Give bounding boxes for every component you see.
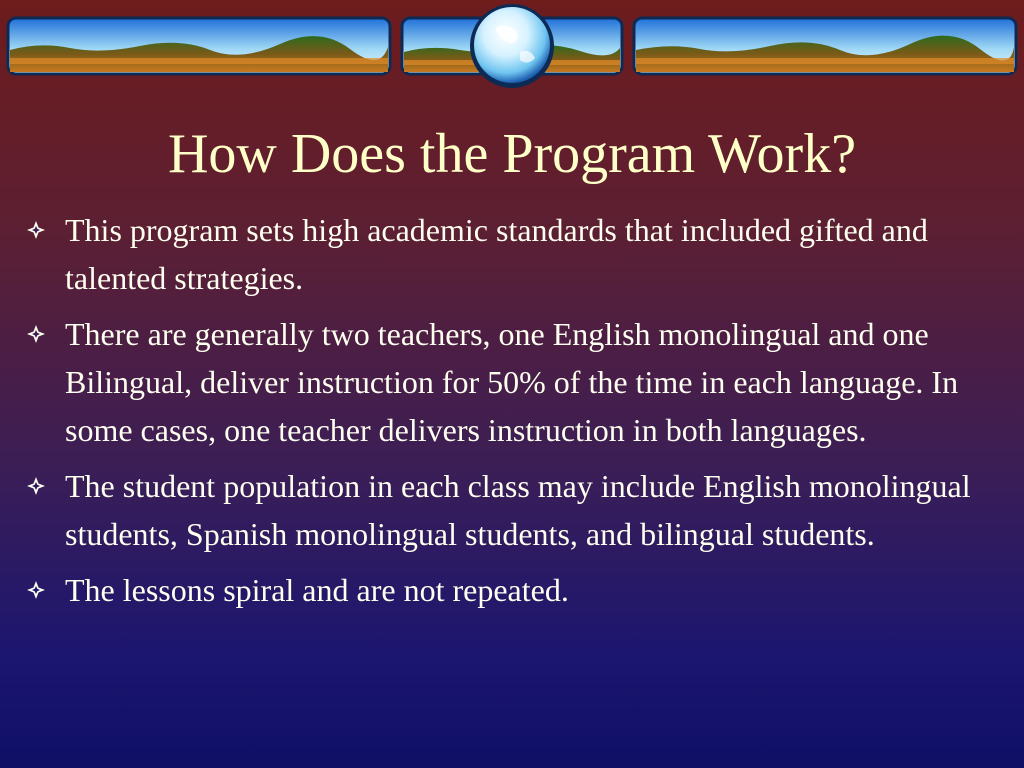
landscape-panel-right [634,18,1016,74]
bullet-text: The lessons spiral and are not repeated. [65,572,569,608]
four-petal-diamond-icon [26,476,46,496]
bullet-text: The student population in each class may include English monolingual students, Spanish monolingual students, and bilingual students. [65,468,971,552]
landscape-panel-left [8,18,390,74]
bullet-item [24,310,1004,454]
bullet-text: This program sets high academic standards that included gifted and talented strategies. [65,212,928,296]
slide-title: How Does the Program Work? [167,123,857,185]
bullet-item [24,462,1004,558]
four-petal-diamond-icon [26,220,46,240]
bullet-list [24,206,1004,622]
bullet-item [24,206,1004,302]
four-petal-diamond-icon [26,580,46,600]
bullet-item [24,566,1004,614]
globe-icon [470,4,554,88]
header-banner [0,0,1024,95]
four-petal-diamond-icon [26,324,46,344]
bullet-text: There are generally two teachers, one English monolingual and one Bilingual, deliver instruction for 50% of the time in each language. In some cases, one teacher delivers instruction in both languages. [65,316,959,448]
